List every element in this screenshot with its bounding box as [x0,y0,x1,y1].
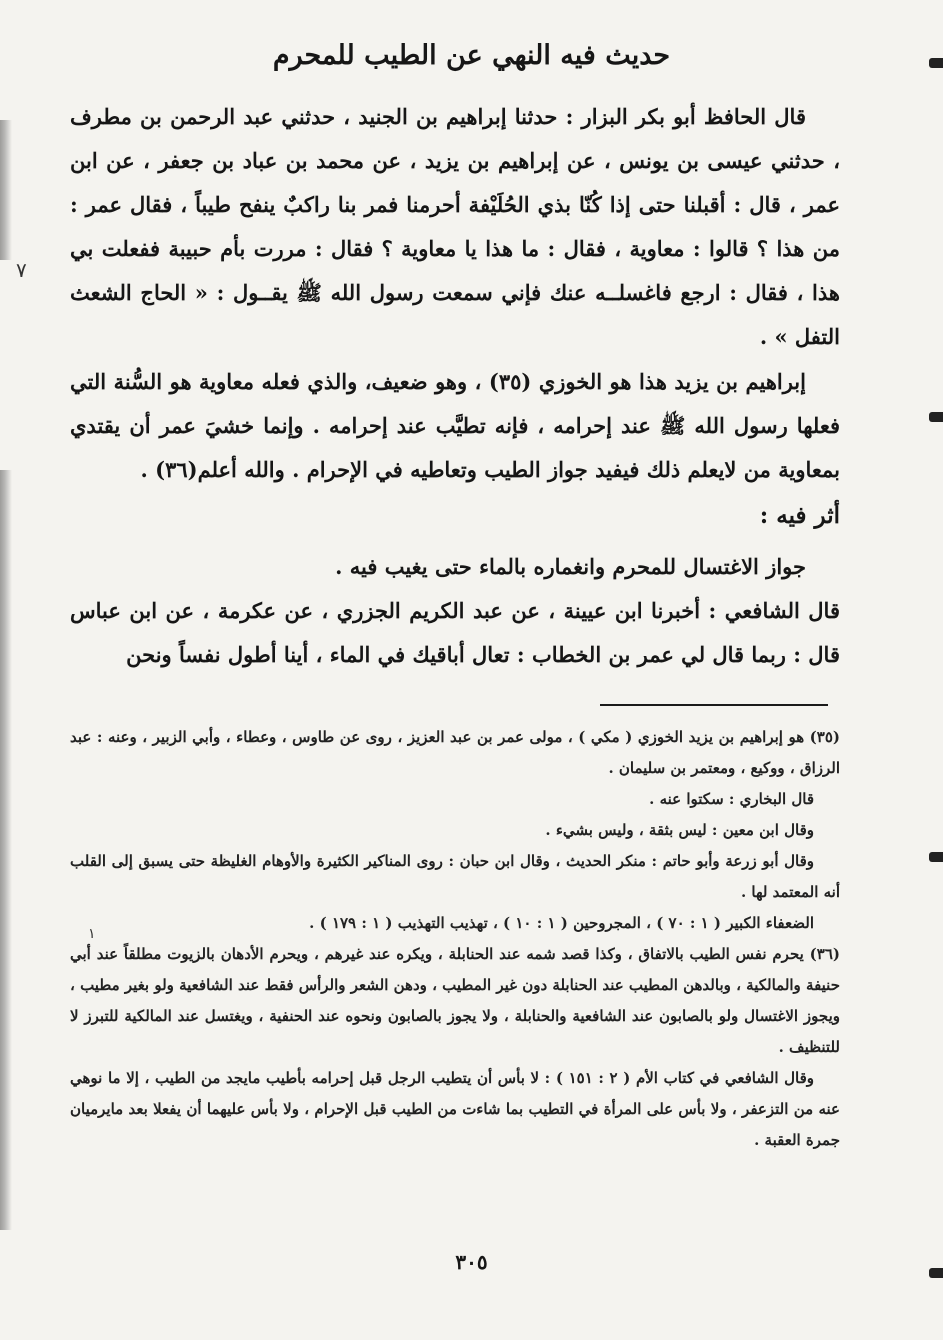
footnote-separator [600,704,828,706]
footnote-line: وقال ابن معين : ليس بثقة ، وليس بشيء . [545,821,814,839]
athar-section [70,545,840,677]
footnote-36: (٣٦) يحرم نفس الطيب بالاتفاق ، وكذا قصد شمه عند الحنابلة ، ويكره عند غيرهم ، ويحرم الأدهان بالزيوت مطلقاً عند أبي حنيفة والمالكية ، وبالدهن المطيب عند الحنابلة دون غير المطيب ، ودهن الشعر والرأس فقط عند الشافعية ولو بغير مطيب ، ويجوز الاغتسال ولو بالصابون عند الشافعية والحنابلة ، ولا يجوز بالصابون ونحوه عند الحنفية ، ويغتسل عند المالكية للتبرز لا للتنظيف . [70,945,840,1056]
footnote-sources: الضعفاء الكبير ( ١ : ٧٠ ) ، المجروحين ( ١ : ١٠ ) ، تهذيب التهذيب ( ١ : ١٧٩ ) . [309,914,814,932]
scan-edge-mark [0,120,12,260]
footnote-line: وقال أبو زرعة وأبو حاتم : منكر الحديث ، وقال ابن حبان : روى المناكير الكثيرة والأوهام الغليظة حتى يسبق إلى القلب أنه المعتمد لها . [70,852,840,901]
athar-heading: أثر فيه : [759,502,840,529]
footnote-35: (٣٥) هو إبراهيم بن يزيد الخوزي ( مكي ) ، مولى عمر بن عبد العزيز ، روى عن طاوس ، وعطاء ، وأبي الزبير ، وعنه : عبد الرزاق ، ووكيع ، ومعتمر بن سليمان . [70,728,840,777]
athar-subtitle: جواز الاغتسال للمحرم وانغماره بالماء حتى يغيب فيه . [335,554,806,579]
scan-side-mark [929,412,943,422]
commentary-paragraph: إبراهيم بن يزيد هذا هو الخوزي (٣٥) ، وهو ضعيف، والذي فعله معاوية هو السُّنة التي فعلها رسول الله ﷺ عند إحرامه ، فإنه تطيَّب عند إحرامه . وإنما خشيَ عمر أن يقتدي بمعاوية من لايعلم ذلك فيفيد جواز الطيب وتعاطيه في الإحرام . والله أعلم(٣٦) . [70,369,840,482]
footnote-line: قال البخاري : سكتوا عنه . [649,790,814,808]
scan-edge-mark [0,470,12,1230]
margin-number-left: ٧ [16,258,27,282]
hadith-paragraph: قال الحافظ أبو بكر البزار : حدثنا إبراهيم بن الجنيد ، حدثني عبد الرحمن بن مطرف ، حدثني عيسى بن يونس ، عن إبراهيم بن يزيد ، عن محمد بن عباد بن جعفر ، عن ابن عمر ، قال : أقبلنا حتى إذا كُنّا بذي الحُلَيْفة أحرمنا فمر بنا راكبٌ ينفح طيباً ، فقال عمر : من هذا ؟ قالوا : معاوية ، فقال : ما هذا يا معاوية ؟ فقال : مررت بأم حبيبة ففعلت بي هذا ، فقال : ارجع فاغسلــه عنك فإني سمعت رسول الله ﷺ يقــول : « الحاج الشعث التفل » . [70,104,840,349]
scan-side-mark [929,58,943,68]
scan-side-mark [929,852,943,862]
page-number: ٣٠٥ [455,1250,488,1274]
hadith-section [70,95,840,359]
scan-side-mark [929,1268,943,1278]
commentary-section [70,360,840,492]
page-title: حديث فيه النهي عن الطيب للمحرم [272,40,671,71]
footnotes-section [70,722,840,1156]
athar-paragraph: قال الشافعي : أخبرنا ابن عيينة ، عن عبد الكريم الجزري ، عن عكرمة ، عن ابن عباس قال : ربما قال لي عمر بن الخطاب : تعال أباقيك في الماء ، أينا أطول نفساً ونحن [70,598,840,667]
margin-number-footnote: ١ [88,926,96,942]
footnote-line: وقال الشافعي في كتاب الأم ( ٢ : ١٥١ ) : لا بأس أن يتطيب الرجل قبل إحرامه بأطيب مايجد من الطيب ، إلا ما نوهي عنه من التزعفر ، ولا بأس على المرأة في التطيب بما شاءت من الطيب قبل الإحرام ، ولا بأس عليهما أن يفعلا بعد مايرميان جمرة العقبة . [70,1069,840,1149]
